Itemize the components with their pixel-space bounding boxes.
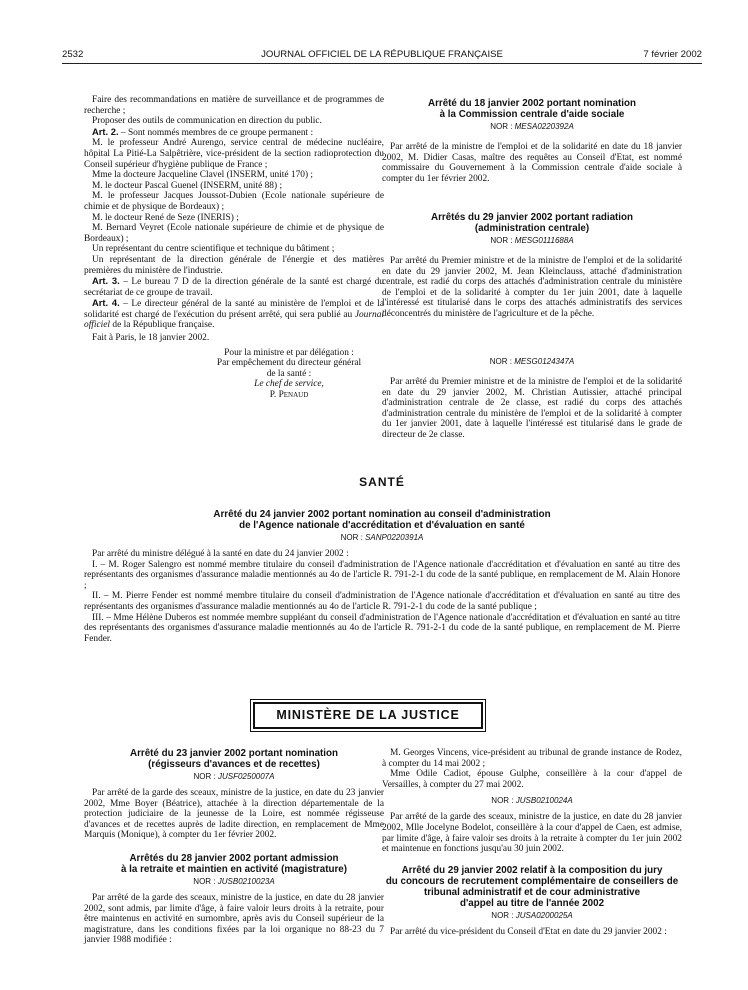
decree-title: du concours de recrutement complémentaire de conseillers de tribunal administratif et de cour administrative [385,875,679,898]
nor-reference [382,796,682,806]
nor-reference [84,533,680,543]
nor-code: MESG0111688A [514,236,574,245]
article-text: de la République française. [110,320,215,331]
decree-title: (administration centrale) [474,223,590,234]
nor-code: JUSA0200025A [515,910,573,920]
right-column-top [382,98,682,184]
nor-code: JUSB0210024A [515,796,573,806]
signature-line: Par empêchement du directeur général [216,358,362,369]
decree-body: Par arrêté de la garde des sceaux, ministre de la justice, en date du 28 janvier 2002, Mlle Jocelyne Bodelot, conseillère à la cour d'appel de Caen, est admise, par limite d'âge, à faire valoir ses droits à la retraite à compter du 1er juin 2002 et maintenue en fonctions jusqu'au 30 juin 2002. [382,812,682,855]
signature-line: Le chef de service, [254,379,324,390]
decree-title: d'appel au titre de l'année 2002 [459,897,605,909]
decree-title: de l'Agence nationale d'accréditation et d'évaluation en santé [239,520,525,531]
article-label: Art. 2. [92,125,119,137]
nor-reference [84,877,384,887]
member-item: M. le professeur Jacques Joussot-Dubien (Ecole nationale supérieure de chimie et de physique de Bordeaux) ; [84,191,384,212]
decree-item: III. – Mme Hélène Duberos est nommée membre suppléant du conseil d'administration de l'Agence nationale d'accréditation et d'évaluation en santé au titre des représentants des organismes d'assurance maladie mentionnés au 4o de l'article R. 791-2-1 du code de la santé publique, en remplacement de M. Pierre Fender. [84,612,680,644]
decree-title: à la retraite et maintien en activité (magistrature) [121,863,347,875]
nor-label: NOR : [491,796,516,806]
justice-left-column [84,748,384,946]
decree-body: Par arrêté de la ministre de l'emploi et de la solidarité en date du 18 janvier 2002, M. Didier Casas, maître des requêtes au Conseil d'Etat, est nommé commissaire du Gouvernement à la Commission centrale d'aide sociale à compter du 1er février 2002. [382,142,682,184]
decree-title: Arrêtés du 29 janvier 2002 portant radiation [431,212,633,223]
nor-label: NOR : [491,910,516,920]
decree-title: Arrêté du 29 janvier 2002 relatif à la composition du jury [401,864,663,876]
decree-intro: Par arrêté du ministre délégué à la santé en date du 24 janvier 2002 : [92,549,349,559]
nor-label: NOR : [490,236,515,245]
article-text: – Le bureau 7 D de la direction générale de la santé est chargé du secrétariat de ce groupe de travail. [84,277,384,298]
paragraph: Proposer des outils de communication en direction du public. [92,116,322,127]
section-title-justice: MINISTÈRE DE LA JUSTICE [253,702,483,729]
right-column-radiation [382,212,682,320]
nor-reference [84,772,384,782]
decree-title: Arrêtés du 28 janvier 2002 portant admission [129,852,339,864]
decree-body: Par arrêté du Premier ministre et de la ministre de l'emploi et de la solidarité en date du 29 janvier 2002, M. Christian Autissier, attaché principal d'administration centrale de 2e classe, est radié du corps des attachés d'administration centrale du ministère de l'emploi et de la solidarité à compter du 1er janvier 2001, date à laquelle l'intéressé est titularisé dans le grade de directeur de 2e classe. [382,377,682,440]
nor-code: JUSB0210023A [217,876,275,886]
nor-reference [382,357,682,367]
member-item: M. le professeur André Aurengo, service central de médecine nucléaire, hôpital La Pitié-La Salpêtrière, vice-président de la section radioprotection du Conseil supérieur d'hygiène publique de France ; [84,138,384,170]
journal-title: JOURNAL OFFICIEL DE LA RÉPUBLIQUE FRANÇAISE [261,49,503,60]
decree-title: à la Commission centrale d'aide sociale [439,109,625,120]
member-item: M. Bernard Veyret (Ecole nationale supérieure de chimie et de physique de Bordeaux) ; [84,223,384,244]
nor-label: NOR : [193,772,218,781]
decree-item: Mme Odile Cadiot, épouse Gulphe, conseillère à la cour d'appel de Versailles, à compter du 27 mai 2002. [382,769,682,790]
justice-right-column [382,748,682,937]
nor-reference [382,236,682,246]
nor-reference [382,911,682,921]
member-item: Un représentant de la direction générale de l'énergie et des matières premières du ministère de l'industrie. [84,254,384,276]
decree-body: Par arrêté de la garde des sceaux, ministre de la justice, en date du 28 janvier 2002, sont admis, par limite d'âge, à faire valoir leurs droits à la retraite, pour être maintenus en activité en surnombre, après avis du Conseil supérieur de la magistrature, dans les conditions fixées par la loi organique no 88-23 du 7 janvier 1988 modifiée : [84,892,384,946]
issue-date: 7 février 2002 [643,49,702,60]
decree-item: II. – M. Pierre Fender est nommé membre titulaire du conseil d'administration de l'Agence nationale d'accréditation et d'évaluation en santé au titre des représentants des organismes d'assurance maladie mentionnés au 4o de l'article R. 791-2-1 du code de la santé publique ; [84,591,680,612]
decree-item: I. – M. Roger Salengro est nommé membre titulaire du conseil d'administration de l'Agence nationale d'accréditation et d'évaluation en santé au titre des représentants des organismes d'assurance maladie mentionnés au 4o de l'article R. 791-2-1 du code de la santé publique, en remplacement de M. Alain Honore ; [84,559,680,591]
decree-title: Arrêté du 23 janvier 2002 portant nomination [130,748,338,759]
page-number: 2532 [62,49,84,60]
nor-code: MESG0124347A [514,357,575,366]
decree-title: Arrêté du 18 janvier 2002 portant nomination [428,98,636,109]
section-title-sante: SANTÉ [359,475,405,489]
member-item: Un représentant du centre scientifique et technique du bâtiment ; [92,244,335,255]
right-column-radiation-2 [382,355,682,441]
member-item: Mme la docteure Jacqueline Clavel (INSERM, unité 170) ; [92,170,314,181]
signature-block [194,348,384,401]
nor-label: NOR : [490,122,515,131]
article-4 [84,298,384,331]
article-label: Art. 4. [92,297,120,309]
nor-code: MESA0220392A [514,122,574,131]
decree-body: Par arrêté du Premier ministre et de la ministre de l'emploi et de la solidarité en date du 29 janvier 2002, M. Jean Kleinclauss, attaché d'administration centrale, est radié du corps des attachés d'administration centrale du ministère de l'emploi et de la solidarité à compter du 1er juin 2001, date à laquelle l'intéressé est titularisé dans le corps des attachés administratifs des services déconcentrés du ministère de l'agriculture et de la pêche. [382,256,682,319]
paragraph: Faire des recommandations en matière de surveillance et de programmes de recherche ; [84,95,384,116]
decree-item: M. Georges Vincens, vice-président au tribunal de grande instance de Rodez, à compter du 14 mai 2002 ; [382,748,682,769]
nor-label: NOR : [340,533,366,542]
left-column-top [84,95,384,401]
signature-line: de la santé : [266,368,312,379]
sante-decree [84,509,680,644]
article-text: – Le directeur général de la santé au ministère de l'emploi et de la solidarité est chargé de l'exécution du présent arrêté, qui sera publié au [84,299,384,320]
decree-title: Arrêté du 24 janvier 2002 portant nomination au conseil d'administration [213,509,551,520]
nor-code: SANP0220391A [365,533,424,542]
member-item: M. le docteur Pascal Guenel (INSERM, unité 88) ; [92,180,283,191]
nor-code: JUSF0250007A [217,772,275,781]
decree-body: Par arrêté de la garde des sceaux, ministre de la justice, en date du 23 janvier 2002, Mme Boyer (Béatrice), attachée à la direction départementale de la protection judiciaire de la jeunesse de la Loire, est nommée régisseuse d'avances et de recettes auprès de ladite direction, en remplacement de Mme Marquis (Monique), à compter du 1er février 2002. [84,788,384,841]
member-item: M. le docteur René de Seze (INERIS) ; [92,212,239,223]
article-label: Art. 3. [92,275,120,287]
nor-label: NOR : [193,876,218,886]
signatory-name: P. Penaud [269,390,309,401]
decree-body: Par arrêté du vice-président du Conseil d'Etat en date du 29 janvier 2002 : [390,926,667,937]
nor-label: NOR : [489,357,515,366]
article-text: – Sont nommés membres de ce groupe permanent : [118,127,314,138]
article-2 [84,127,384,139]
page-header [62,50,702,64]
signing-place-date: Fait à Paris, le 18 janvier 2002. [92,333,210,344]
article-3 [84,276,384,298]
nor-reference [382,122,682,132]
decree-title: (régisseurs d'avances et de recettes) [148,759,320,770]
signature-line: Pour la ministre et par délégation : [224,347,354,358]
article-text-italic: Journal officiel [84,309,384,331]
